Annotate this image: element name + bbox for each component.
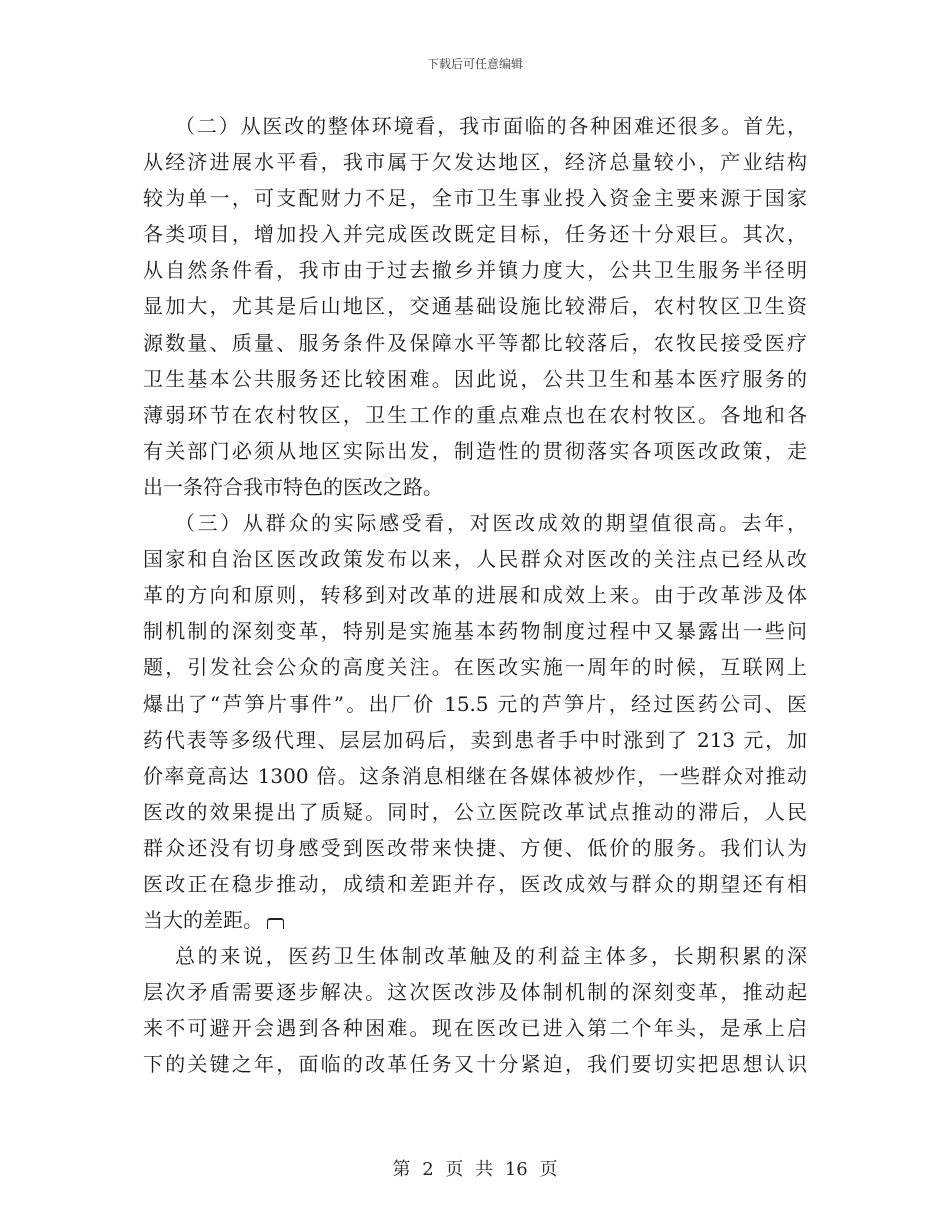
text-line: 制机制的深刻变革，特别是实施基本药物制度过程中又暴露出一些问 (143, 619, 807, 644)
text-line: 卫生基本公共服务还比较困难。因此说，公共卫生和基本医疗服务的 (143, 366, 807, 391)
text-line: 从自然条件看，我市由于过去撤乡并镇力度大，公共卫生服务半径明 (143, 258, 807, 283)
text-line: 出一条符合我市特色的医改之路。 (143, 474, 443, 499)
text-line: 来不可避开会遇到各种困难。现在医改已进入第二个年头，是承上启 (143, 1016, 807, 1041)
paragraph-summary (143, 938, 807, 1082)
document-body (143, 108, 807, 1083)
text-line: 下的关键之年，面临的改革任务又十分紧迫，我们要切实把思想认识 (143, 1052, 807, 1077)
paragraph-two (143, 108, 807, 505)
text-line: 源数量、质量、服务条件及保障水平等都比较落后，农牧民接受医疗 (143, 330, 807, 355)
text-line: 总的来说，医药卫生体制改革触及的利益主体多，长期积累的深 (175, 944, 807, 969)
text-line: （三）从群众的实际感受看，对医改成效的期望值很高。去年， (175, 511, 807, 536)
text-line: 群众还没有切身感受到医改带来快捷、方便、低价的服务。我们认为 (143, 835, 807, 860)
text-line: 革的方向和原则，转移到对改革的进展和成效上来。由于改革涉及体 (143, 583, 807, 608)
text-line-with-mark (143, 902, 807, 938)
text-line: 医改正在稳步推动，成绩和差距并存，医改成效与群众的期望还有相 (143, 871, 807, 896)
text-line: 当大的差距。 (143, 908, 263, 933)
text-line: （二）从医改的整体环境看，我市面临的各种困难还很多。首先， (175, 114, 807, 138)
page-number: 第 2 页 共 16 页 (392, 1159, 558, 1180)
text-line: 价率竟高达 1300 倍。这条消息相继在各媒体被炒作，一些群众对推动 (143, 763, 807, 788)
text-line: 薄弱环节在农村牧区，卫生工作的重点难点也在农村牧区。各地和各 (143, 402, 807, 427)
text-line: 爆出了“芦笋片事件”。出厂价 15.5 元的芦笋片，经过医药公司、医 (143, 691, 807, 716)
text-line: 有关部门必须从地区实际出发，制造性的贯彻落实各项医改政策，走 (143, 438, 807, 463)
paragraph-three (143, 505, 807, 938)
text-line: 从经济进展水平看，我市属于欠发达地区，经济总量较小，产业结构 (143, 150, 807, 175)
text-line: 较为单一，可支配财力不足，全市卫生事业投入资金主要来源于国家 (143, 186, 807, 211)
header-note: 下载后可任意编辑 (426, 57, 523, 71)
text-line: 题，引发社会公众的高度关注。在医改实施一周年的时候，互联网上 (143, 655, 807, 680)
text-line: 国家和自治区医改政策发布以来，人民群众对医改的关注点已经从改 (143, 547, 807, 572)
text-line: 层次矛盾需要逐步解决。这次医改涉及体制机制的深刻变革，推动起 (143, 980, 807, 1005)
text-line: 显加大，尤其是后山地区，交通基础设施比较滞后，农村牧区卫生资 (143, 294, 807, 319)
text-line: 各类项目，增加投入并完成医改既定目标，任务还十分艰巨。其次， (143, 222, 807, 247)
paragraph-mark-icon (267, 918, 284, 929)
text-line: 医改的效果提出了质疑。同时，公立医院改革试点推动的滞后，人民 (143, 799, 807, 824)
text-line: 药代表等多级代理、层层加码后，卖到患者手中时涨到了 213 元，加 (143, 727, 807, 752)
